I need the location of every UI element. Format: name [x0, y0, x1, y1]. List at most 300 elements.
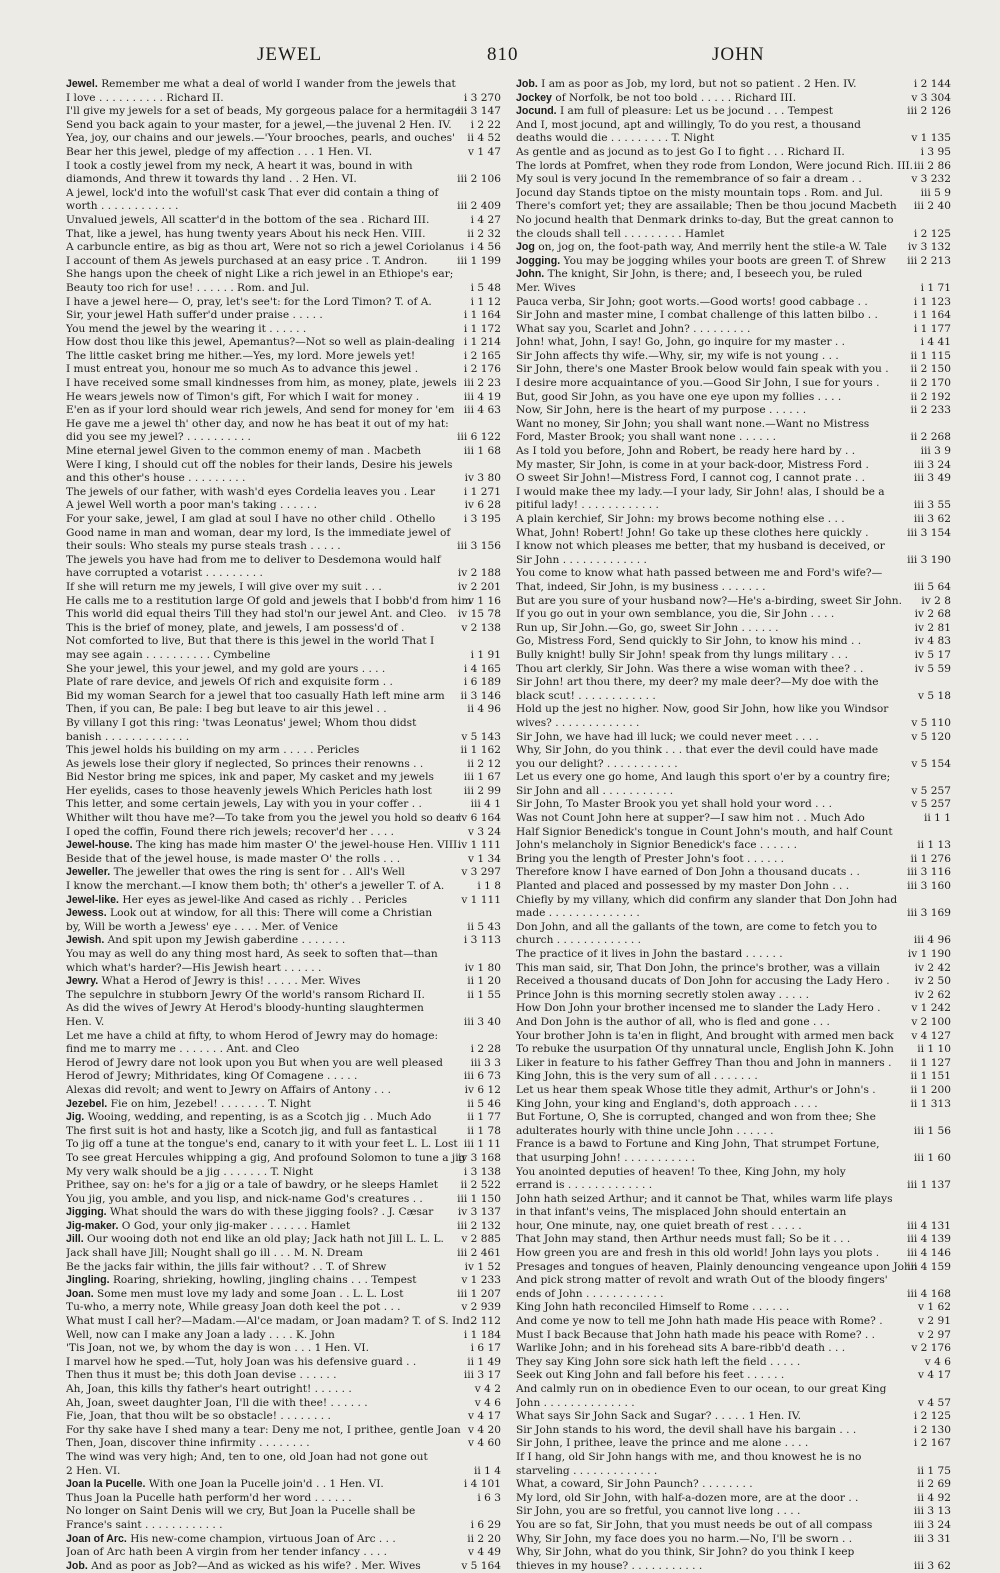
- entry-line: [66, 1369, 501, 1383]
- act-scene-line-reference: v 3 304: [911, 91, 951, 104]
- act-scene-line-reference: 2 112: [470, 1315, 501, 1328]
- act-scene-line-reference: iv 2 188: [457, 567, 501, 580]
- entry-line: [66, 880, 501, 894]
- entry-line: [66, 839, 501, 853]
- entry-line: [516, 934, 951, 948]
- quotation-text: worth . . . . . . . . . . . .: [66, 200, 179, 213]
- quotation-text: I marvel how he sped.—Tut, holy Joan was his defensive guard . .: [66, 1355, 417, 1368]
- act-scene-line-reference: ii 4 96: [467, 703, 501, 716]
- entry-line: [516, 880, 951, 894]
- quotation-text: I would make thee my lady.—I your lady, Sir John! alas, I should be a: [516, 485, 885, 498]
- entry-line: [516, 581, 951, 595]
- entry-line: [516, 146, 951, 160]
- quotation-text: France's saint . . . . . . . . . . . .: [66, 1518, 223, 1531]
- quotation-text: This is the brief of money, plate, and jewels, I am possess'd of .: [66, 621, 405, 634]
- act-scene-line-reference: iii 4 139: [907, 1233, 951, 1246]
- entry-line: [66, 1179, 501, 1193]
- entry-line: [66, 527, 501, 541]
- entry-line: [66, 1193, 501, 1207]
- quotation-text: Want no money, Sir John; you shall want none.—Want no Mistress: [516, 417, 870, 430]
- quotation-text: hour, One minute, nay, one quiet breath of rest . . . . .: [516, 1219, 802, 1232]
- act-scene-line-reference: iv 3 137: [457, 1206, 501, 1219]
- entry-line: [66, 1057, 501, 1071]
- entry-line: [516, 323, 951, 337]
- act-scene-line-reference: ii 1 276: [910, 852, 951, 865]
- entry-line: [66, 676, 501, 690]
- act-scene-line-reference: i 5 48: [470, 281, 501, 294]
- entry-line: [66, 1424, 501, 1438]
- act-scene-line-reference: v 1 16: [468, 594, 501, 607]
- quotation-text: France is a bawd to Fortune and King John, That strumpet Fortune,: [516, 1138, 880, 1151]
- act-scene-line-reference: iii 1 137: [907, 1179, 951, 1192]
- quotation-text: You mend the jewel by the wearing it . . . . . .: [66, 322, 307, 335]
- act-scene-line-reference: ii 2 268: [910, 431, 951, 444]
- entry-line: [66, 1560, 501, 1573]
- quotation-text: Some men must love my lady and some Joan . . L. L. Lost: [97, 1287, 404, 1300]
- entry-line: [66, 1546, 501, 1560]
- quotation-text: Unvalued jewels, All scatter'd in the bottom of the sea . Richard III.: [66, 213, 430, 226]
- entry-line: [516, 309, 951, 323]
- entry-line: [516, 1560, 951, 1573]
- quotation-text: John! what, John, I say! Go, John, go inquire for my master . .: [516, 336, 846, 349]
- entry-line: [516, 1546, 951, 1560]
- act-scene-line-reference: v 2 885: [461, 1233, 501, 1246]
- quotation-text: What, John! Robert! John! Go take up these clothes here quickly .: [516, 526, 869, 539]
- quotation-text: Why, Sir John, my face does you no harm.—No, I'll be sworn . .: [516, 1532, 853, 1545]
- act-scene-line-reference: iii 2 40: [913, 200, 951, 213]
- act-scene-line-reference: iv 3 80: [464, 472, 501, 485]
- act-scene-line-reference: ii 1 162: [460, 744, 501, 757]
- act-scene-line-reference: i 6 189: [463, 676, 501, 689]
- act-scene-line-reference: iv 2 68: [914, 608, 951, 621]
- quotation-text: She hangs upon the cheek of night Like a rich jewel in an Ethiope's ear;: [66, 268, 454, 281]
- quotation-text: For thy sake have I shed many a tear: Deny me not, I prithee, gentle Joan: [66, 1423, 461, 1436]
- entry-line: [66, 1220, 501, 1234]
- act-scene-line-reference: v 3 232: [911, 173, 951, 186]
- entry-line: [516, 296, 951, 310]
- quotation-text: That, like a jewel, has hung twenty years About his neck Hen. VIII.: [66, 227, 426, 240]
- act-scene-line-reference: iii 4 63: [463, 404, 501, 417]
- entry-line: [516, 1016, 951, 1030]
- act-scene-line-reference: iii 1 60: [913, 1151, 951, 1164]
- quotation-text: adulterates hourly with thine uncle John . . . . . .: [516, 1124, 774, 1137]
- quotation-text: Sir John and master mine, I combat challenge of this latten bilbo . .: [516, 309, 878, 322]
- entry-line: [66, 404, 501, 418]
- quotation-text: Bully knight! bully Sir John! speak from thy lungs military . . .: [516, 648, 849, 661]
- quotation-text: Warlike John; and in his forehead sits A bare-ribb'd death . . .: [516, 1342, 846, 1355]
- act-scene-line-reference: iv 3 168: [457, 1151, 501, 1164]
- entry-line: [66, 1206, 501, 1220]
- entry-line: [516, 472, 951, 486]
- quotation-text: Jack shall have Jill; Nought shall go ill . . . M. N. Dream: [66, 1247, 363, 1260]
- entry-line: [516, 826, 951, 840]
- entry-line: [66, 1492, 501, 1506]
- act-scene-line-reference: ii 2 20: [467, 1532, 501, 1545]
- quotation-text: Seek out King John and fall before his feet . . . . . .: [516, 1369, 785, 1382]
- quotation-text: This jewel holds his building on my arm . . . . . Pericles: [66, 744, 360, 757]
- entry-line: [516, 1030, 951, 1044]
- act-scene-line-reference: ii 1 200: [910, 1083, 951, 1096]
- entry-line: [66, 132, 501, 146]
- quotation-text: Ford, Master Brook; you shall want none . . . . . .: [516, 431, 777, 444]
- act-scene-line-reference: iii 3 3: [470, 1056, 501, 1069]
- quotation-text: This man said, sir, That Don John, the prince's brother, was a villain: [516, 961, 881, 974]
- quotation-text: John's melancholy in Signior Benedick's face . . . . . .: [516, 839, 797, 852]
- entry-line: [66, 826, 501, 840]
- quotation-text: Yea, joy, our chains and our jewels.—'Your brooches, pearls, and ouches': [66, 132, 455, 145]
- entry-line: [516, 975, 951, 989]
- entry-line: [516, 1261, 951, 1275]
- entry-line: [66, 1166, 501, 1180]
- entry-line: [516, 1138, 951, 1152]
- headword: Jeweller.: [66, 866, 111, 879]
- act-scene-line-reference: ii 1 77: [467, 1111, 501, 1124]
- quotation-text: 'Tis Joan, not we, by whom the day is won . . . 1 Hen. VI.: [66, 1342, 369, 1355]
- entry-line: [516, 418, 951, 432]
- entry-line: [516, 717, 951, 731]
- entry-line: [66, 853, 501, 867]
- quotation-text: Sir John, there's one Master Brook below would fain speak with you .: [516, 363, 889, 376]
- entry-line: [66, 663, 501, 677]
- entry-line: [66, 173, 501, 187]
- act-scene-line-reference: iii 4 19: [463, 390, 501, 403]
- entry-line: [66, 554, 501, 568]
- entry-line: [66, 1533, 501, 1547]
- entry-line: [516, 839, 951, 853]
- quotation-text: You are so fat, Sir John, that you must needs be out of all compass: [516, 1518, 873, 1531]
- entry-line: [66, 1125, 501, 1139]
- act-scene-line-reference: iii 3 55: [913, 499, 951, 512]
- running-head-left: JEWEL: [257, 44, 323, 65]
- quotation-text: Jocund day Stands tiptoe on the misty mountain tops . Rom. and Jul.: [516, 186, 883, 199]
- headword: Jig-maker.: [66, 1219, 119, 1232]
- entry-line: [66, 1397, 501, 1411]
- entry-line: [66, 785, 501, 799]
- act-scene-line-reference: v 1 233: [461, 1274, 501, 1287]
- quotation-text: I must entreat you, honour me so much As to advance this jewel .: [66, 363, 419, 376]
- entry-line: [66, 459, 501, 473]
- act-scene-line-reference: v 4 2: [474, 1383, 501, 1395]
- quotation-text: I love . . . . . . . . . . Richard II.: [66, 91, 224, 104]
- entry-line: [66, 744, 501, 758]
- quotation-text: Bid Nestor bring me spices, ink and paper, My casket and my jewels: [66, 771, 434, 784]
- quotation-text: And as poor as Job?—And as wicked as his wife? . Mer. Wives: [91, 1559, 421, 1572]
- act-scene-line-reference: iv 2 8: [921, 594, 951, 607]
- entry-line: [66, 771, 501, 785]
- act-scene-line-reference: v 5 257: [911, 798, 951, 811]
- act-scene-line-reference: v 2 91: [918, 1315, 951, 1328]
- entry-line: [516, 92, 951, 106]
- quotation-text: Hold up the jest no higher. Now, good Sir John, how like you Windsor: [516, 703, 889, 716]
- entry-line: [516, 853, 951, 867]
- quotation-text: church . . . . . . . . . . . . .: [516, 934, 641, 947]
- entry-line: [66, 323, 501, 337]
- entry-line: [516, 119, 951, 133]
- entry-line: [516, 907, 951, 921]
- quotation-text: My master, Sir John, is come in at your back-door, Mistress Ford .: [516, 458, 869, 471]
- entry-line: [516, 1002, 951, 1016]
- entry-line: [66, 187, 501, 201]
- entry-line: [516, 404, 951, 418]
- entry-line: [516, 1410, 951, 1424]
- quotation-text: Chiefly by my villany, which did confirm any slander that Don John had: [516, 893, 898, 906]
- quotation-text: I took a costly jewel from my neck, A heart it was, bound in with: [66, 159, 413, 172]
- entry-line: [66, 350, 501, 364]
- entry-line: [66, 431, 501, 445]
- quotation-text: Ah, Joan, this kills thy father's heart outright! . . . . . .: [66, 1383, 352, 1395]
- quotation-text: Ah, Joan, sweet daughter Joan, I'll die with thee! . . . . . .: [66, 1396, 368, 1409]
- act-scene-line-reference: v 4 6: [924, 1355, 951, 1368]
- quotation-text: Prithee, say on: he's for a jig or a tale of bawdry, or he sleeps Hamlet: [66, 1179, 439, 1192]
- act-scene-line-reference: v 2 939: [461, 1301, 501, 1314]
- act-scene-line-reference: v 3 24: [468, 825, 501, 838]
- entry-line: [516, 1098, 951, 1112]
- entry-line: [66, 894, 501, 908]
- entry-line: [516, 731, 951, 745]
- quotation-text: Sir John, To Master Brook you yet shall hold your word . . .: [516, 798, 833, 811]
- quotation-text: I account of them As jewels purchased at an easy price . T. Andron.: [66, 254, 428, 267]
- act-scene-line-reference: iv 1 190: [907, 948, 951, 960]
- act-scene-line-reference: iii 3 160: [907, 880, 951, 893]
- entry-line: [66, 798, 501, 812]
- quotation-text: Her eyes as jewel-like And cased as richly . . Pericles: [122, 893, 408, 906]
- act-scene-line-reference: v 5 120: [911, 730, 951, 743]
- quotation-text: A jewel, lock'd into the wofull'st cask That ever did contain a thing of: [66, 186, 439, 199]
- act-scene-line-reference: iii 5 9: [920, 186, 951, 199]
- entry-line: [516, 1492, 951, 1506]
- quotation-text: The first suit is hot and hasty, like a Scotch jig, and full as fantastical: [66, 1124, 437, 1137]
- quotation-text: diamonds, And threw it towards thy land . . 2 Hen. VI.: [66, 173, 357, 186]
- quotation-text: John . . . . . . . . . . . . . .: [516, 1396, 635, 1409]
- entry-line: [516, 255, 951, 269]
- act-scene-line-reference: v 1 34: [468, 852, 501, 865]
- quotation-text: I have a jewel here— O, pray, let's see't: for the Lord Timon? T. of A.: [66, 295, 432, 308]
- act-scene-line-reference: ii 4 92: [917, 1491, 951, 1504]
- quotation-text: Roaring, shrieking, howling, jingling chains . . . Tempest: [112, 1274, 417, 1287]
- quotation-text: Let us every one go home, And laugh this sport o'er by a country fire;: [516, 771, 891, 784]
- act-scene-line-reference: i 1 12: [470, 295, 501, 308]
- quotation-text: You come to know what hath passed between me and Ford's wife?—: [516, 567, 883, 580]
- entry-line: [516, 1206, 951, 1220]
- quotation-text: Send you back again to your master, for a jewel,—the juvenal 2 Hen. IV.: [66, 118, 452, 131]
- act-scene-line-reference: iii 1 11: [463, 1138, 501, 1151]
- act-scene-line-reference: i 4 27: [470, 213, 501, 226]
- quotation-text: My lord, old Sir John, with half-a-dozen more, are at the door . .: [516, 1491, 859, 1504]
- act-scene-line-reference: i 1 71: [920, 281, 951, 294]
- entry-line: [66, 445, 501, 459]
- entry-line: [516, 527, 951, 541]
- entry-line: [516, 200, 951, 214]
- entry-line: [516, 1301, 951, 1315]
- quotation-text: Was not Count John here at supper?—I saw him not . . Much Ado: [516, 812, 865, 825]
- quotation-text: You anointed deputies of heaven! To thee, King John, my holy: [516, 1165, 846, 1178]
- act-scene-line-reference: v 4 6: [474, 1396, 501, 1409]
- entry-line: [66, 1274, 501, 1288]
- act-scene-line-reference: v 1 62: [918, 1301, 951, 1314]
- entry-line: [516, 1451, 951, 1465]
- entry-line: [516, 78, 951, 92]
- quotation-text: Sir John, you are so fretful, you cannot live long . . . .: [516, 1505, 801, 1518]
- entry-line: [516, 1179, 951, 1193]
- quotation-text: Therefore know I have earned of Don John a thousand ducats . .: [516, 866, 860, 879]
- entry-line: [516, 132, 951, 146]
- act-scene-line-reference: iii 3 31: [913, 1532, 951, 1545]
- entry-line: [516, 268, 951, 282]
- act-scene-line-reference: i 2 125: [913, 1410, 951, 1423]
- quotation-text: And spit upon my Jewish gaberdine . . . . . . .: [107, 934, 346, 947]
- quotation-text: thieves in my house? . . . . . . . . . . .: [516, 1559, 703, 1572]
- entry-line: [516, 1437, 951, 1451]
- act-scene-line-reference: v 2 100: [911, 1015, 951, 1028]
- quotation-text: To jig off a tune at the tongue's end, canary to it with your feet L. L. Lost: [66, 1138, 458, 1151]
- headword: Jewess.: [66, 907, 107, 920]
- quotation-text: A jewel Well worth a poor man's taking . . . . . .: [66, 499, 318, 512]
- act-scene-line-reference: iii 3 62: [913, 513, 951, 525]
- act-scene-line-reference: iv 2 42: [914, 961, 951, 974]
- quotation-text: in that infant's veins, The misplaced John should entertain an: [516, 1206, 847, 1219]
- act-scene-line-reference: iii 2 99: [463, 784, 501, 797]
- act-scene-line-reference: ii 4 52: [467, 132, 501, 145]
- entry-line: [516, 635, 951, 649]
- act-scene-line-reference: ii 1 1: [924, 812, 951, 825]
- entry-line: [516, 1084, 951, 1098]
- quotation-text: The jewels of our father, with wash'd eyes Cordelia leaves you . Lear: [66, 485, 436, 498]
- quotation-text: 2 Hen. VI.: [66, 1464, 121, 1477]
- act-scene-line-reference: v 4 17: [468, 1410, 501, 1423]
- entry-line: [66, 989, 501, 1003]
- act-scene-line-reference: iv 5 59: [914, 662, 951, 675]
- quotation-text: Received a thousand ducats of Don John for accusing the Lady Hero .: [516, 975, 890, 988]
- act-scene-line-reference: iii 2 126: [907, 105, 951, 118]
- act-scene-line-reference: iv 4 83: [914, 635, 951, 648]
- headword: Jockey: [516, 91, 552, 104]
- entry-line: [516, 866, 951, 880]
- act-scene-line-reference: iii 3 24: [913, 1518, 951, 1531]
- quotation-text: Herod of Jewry; Mithridates, king Of Comagene . . . . .: [66, 1070, 358, 1083]
- entry-line: [66, 377, 501, 391]
- act-scene-line-reference: ii 2 233: [910, 404, 951, 417]
- quotation-text: Then, if you can, Be pale: I beg but leave to air this jewel . .: [66, 703, 387, 716]
- quotation-text: She your jewel, this your jewel, and my gold are yours . . . .: [66, 662, 386, 675]
- act-scene-line-reference: i 6 3: [477, 1491, 501, 1504]
- entry-line: [516, 1274, 951, 1288]
- entry-line: [516, 989, 951, 1003]
- quotation-text: King John, this is the very sum of all . . . . . . .: [516, 1070, 758, 1083]
- quotation-text: For your sake, jewel, I am glad at soul I have no other child . Othello: [66, 513, 436, 525]
- entry-line: [516, 1533, 951, 1547]
- quotation-text: The jewels you have had from me to deliver to Desdemona would half: [66, 553, 441, 566]
- quotation-text: I have received some small kindnesses from him, as money, plate, jewels: [66, 377, 457, 390]
- quotation-text: What say you, Scarlet and John? . . . . . . . . .: [516, 322, 751, 335]
- entry-line: [516, 1233, 951, 1247]
- headword: Jewry.: [66, 975, 99, 988]
- act-scene-line-reference: ii 1 75: [917, 1464, 951, 1477]
- entry-line: [516, 1369, 951, 1383]
- quotation-text: Half Signior Benedick's tongue in Count John's mouth, and half Count: [516, 825, 893, 838]
- headword: Jewel-like.: [66, 893, 119, 906]
- entry-line: [66, 282, 501, 296]
- headword: Jogging.: [516, 254, 561, 267]
- act-scene-line-reference: i 4 101: [463, 1478, 501, 1491]
- quotation-text: made . . . . . . . . . . . . . .: [516, 907, 640, 920]
- act-scene-line-reference: iii 3 49: [913, 472, 951, 485]
- quotation-text: But are you sure of your husband now?—He's a-birding, sweet Sir John.: [516, 594, 902, 607]
- quotation-text: A carbuncle entire, as big as thou art, Were not so rich a jewel Coriolanus: [66, 241, 465, 254]
- act-scene-line-reference: v 4 60: [468, 1437, 501, 1450]
- entry-line: [516, 812, 951, 826]
- entry-line: [66, 690, 501, 704]
- entry-line: [516, 703, 951, 717]
- entry-line: [516, 1383, 951, 1397]
- act-scene-line-reference: i 4 41: [920, 336, 951, 349]
- quotation-text: I am as poor as Job, my lord, but not so patient . 2 Hen. IV.: [541, 78, 857, 90]
- quotation-text: You jig, you amble, and you lisp, and nick-name God's creatures . .: [66, 1192, 423, 1205]
- quotation-text: Planted and placed and possessed by my master Don John . . .: [516, 880, 850, 893]
- entry-line: [66, 540, 501, 554]
- entry-line: [516, 894, 951, 908]
- quotation-text: The practice of it lives in John the bastard . . . . . .: [516, 948, 783, 960]
- quotation-text: find me to marry me . . . . . . . Ant. and Cleo: [66, 1043, 300, 1056]
- quotation-text: ends of John . . . . . . . . . . . .: [516, 1287, 664, 1300]
- entry-line: [66, 513, 501, 527]
- quotation-text: By villany I got this ring: 'twas Leonatus' jewel; Whom thou didst: [66, 716, 417, 729]
- entry-line: [516, 1465, 951, 1479]
- entry-line: [66, 1383, 501, 1397]
- entry-line: [66, 921, 501, 935]
- act-scene-line-reference: ii 1 49: [467, 1355, 501, 1368]
- quotation-text: If you go out in your own semblance, you die, Sir John . . . .: [516, 608, 835, 621]
- quotation-text: I desire more acquaintance of you.—Good Sir John, I sue for yours .: [516, 377, 880, 390]
- quotation-text: on, jog on, the foot-path way, And merrily hent the stile-a W. Tale: [538, 241, 887, 254]
- entry-line: [66, 160, 501, 174]
- entry-line: [516, 377, 951, 391]
- act-scene-line-reference: iii 3 190: [907, 553, 951, 566]
- quotation-text: How dost thou like this jewel, Apemantus?—Not so well as plain-dealing: [66, 336, 455, 349]
- entry-line: [516, 1193, 951, 1207]
- entry-line: [66, 975, 501, 989]
- quotation-text: Were I king, I should cut off the nobles for their lands, Desire his jewels: [66, 458, 453, 471]
- act-scene-line-reference: ii 2 192: [910, 390, 951, 403]
- act-scene-line-reference: v 1 242: [911, 1002, 951, 1015]
- entry-line: [66, 1410, 501, 1424]
- act-scene-line-reference: ii 1 20: [467, 975, 501, 988]
- act-scene-line-reference: v 1 47: [468, 145, 501, 158]
- quotation-text: Mer. Wives: [516, 281, 576, 294]
- entry-line: [66, 391, 501, 405]
- quotation-text: Fie on him, Jezebel! . . . . . . . T. Night: [110, 1097, 311, 1110]
- act-scene-line-reference: iv 6 12: [464, 1083, 501, 1096]
- quotation-text: Thou art clerkly, Sir John. Was there a wise woman with thee? . .: [516, 662, 864, 675]
- act-scene-line-reference: iii 4 159: [907, 1260, 951, 1273]
- entry-line: [516, 1220, 951, 1234]
- entry-line: [66, 703, 501, 717]
- act-scene-line-reference: iii 4 168: [907, 1287, 951, 1300]
- quotation-text: wives? . . . . . . . . . . . . .: [516, 716, 640, 729]
- quotation-text: To rebuke the usurpation Of thy unnatural uncle, English John K. John: [516, 1043, 894, 1056]
- entry-line: [66, 1111, 501, 1125]
- act-scene-line-reference: i 1 8: [477, 880, 501, 893]
- quotation-text: their souls: Who steals my purse steals trash . . . . .: [66, 540, 341, 553]
- quotation-text: Presages and tongues of heaven, Plainly denouncing vengeance upon John: [516, 1260, 918, 1273]
- entry-line: [66, 119, 501, 133]
- headword: Job.: [516, 78, 538, 90]
- entry-line: [516, 798, 951, 812]
- headword: Jingling.: [66, 1274, 110, 1287]
- quotation-text: The knight, Sir John, is there; and, I beseech you, be ruled: [547, 268, 863, 281]
- entry-line: [66, 1002, 501, 1016]
- entry-line: [66, 1519, 501, 1533]
- entry-line: [66, 228, 501, 242]
